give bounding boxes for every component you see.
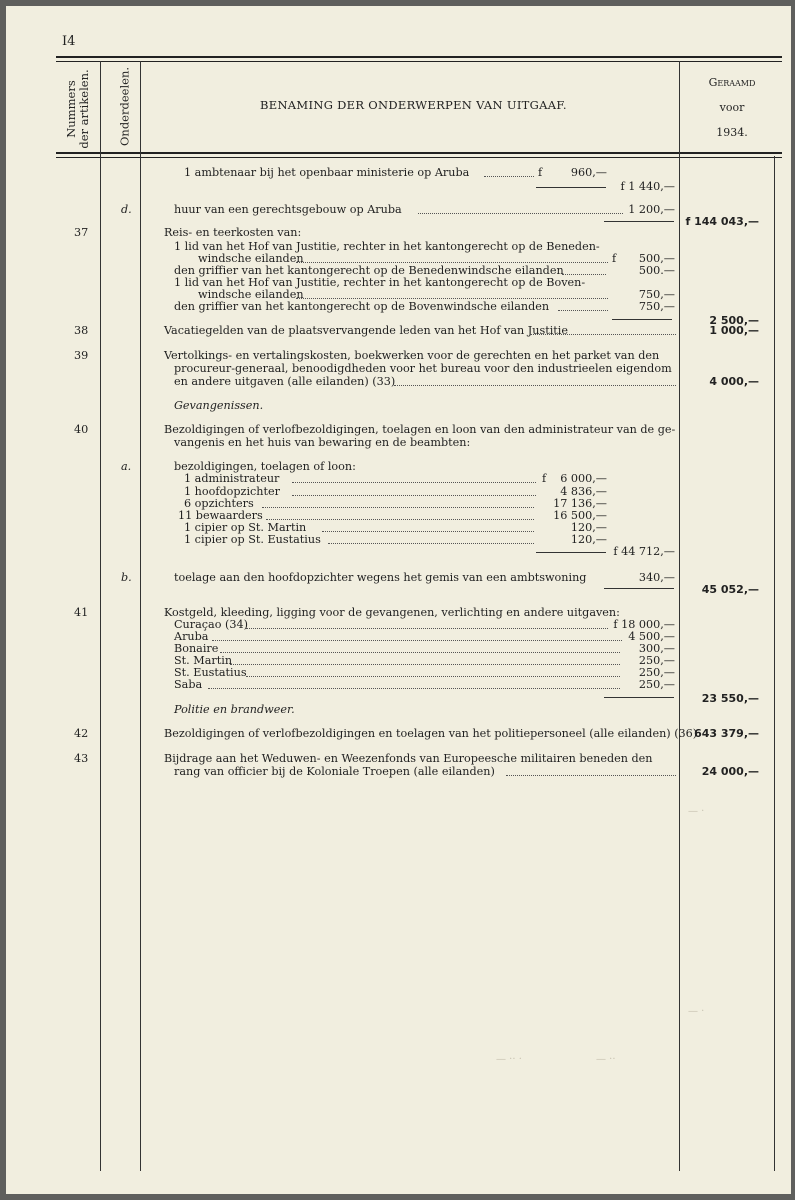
- leader-dots: [322, 531, 534, 532]
- personnel-row-5: 1 cipier op St. Martin: [184, 521, 307, 534]
- personnel-row-6-amount: 120,—: [570, 533, 607, 546]
- article-43-line2: rang van officier bij de Koloniale Troepen (alle eilanden): [174, 765, 495, 778]
- subtotal-dash: [604, 588, 674, 589]
- leader-dots: [212, 640, 622, 641]
- leader-dots: [296, 298, 608, 299]
- leader-dots: [418, 213, 623, 214]
- page-number: I4: [62, 34, 76, 49]
- personnel-row-5-amount: 120,—: [570, 521, 607, 534]
- leader-dots: [246, 676, 620, 677]
- leader-dots: [230, 664, 620, 665]
- header-year: 1934.: [716, 126, 748, 139]
- island-row-curacao: Curaçao (34): [174, 618, 248, 631]
- show-through-mark: — ··: [596, 1054, 616, 1065]
- row-ambtenaar-text: 1 ambtenaar bij het openbaar ministerie op Aruba: [184, 166, 470, 179]
- article-number-39: 39: [74, 349, 89, 362]
- article-38-text: Vacatiegelden van de plaatsvervangende leden van het Hof van Justitie: [164, 324, 568, 337]
- article-37-line5-amount: 750,—: [638, 288, 675, 301]
- total-header-group: f 144 043,—: [685, 215, 759, 228]
- subtotal-dash: [612, 319, 672, 320]
- article-37-line3: den griffier van het kantongerecht op de Benedenwindsche eilanden: [174, 264, 564, 277]
- leader-dots: [328, 543, 534, 544]
- section-politie: Politie en brandweer.: [174, 703, 295, 716]
- currency-f: f: [612, 252, 617, 265]
- currency-f: f: [542, 472, 547, 485]
- header-title: BENAMING DER ONDERWERPEN VAN UITGAAF.: [260, 98, 567, 112]
- header-geraamd: Geraamd: [708, 76, 756, 89]
- article-number-38: 38: [74, 324, 89, 337]
- article-39-line2: procureur-generaal, benoodigdheden voor het bureau voor den industrieelen eigendom: [174, 362, 672, 375]
- article-37-line4: 1 lid van het Hof van Justitie, rechter in het kantongerecht op de Boven-: [174, 276, 586, 289]
- column-divider-right: [774, 156, 775, 1171]
- leader-dots: [208, 688, 620, 689]
- island-row-bonaire: Bonaire: [174, 642, 219, 655]
- subtotal-dash: [604, 221, 674, 222]
- island-row-st-eustatius: St. Eustatius: [174, 666, 247, 679]
- personnel-row-2: 1 hoofdopzichter: [184, 485, 280, 498]
- row-ambtenaar-amount: 960,—: [570, 166, 607, 179]
- subtotal-dash: [536, 552, 606, 553]
- article-39-line1: Vertolkings- en vertalingskosten, boekwerken voor de gerechten en het parket van den: [164, 349, 660, 362]
- article-number-42: 42: [74, 727, 89, 740]
- column-divider-sub: [140, 61, 141, 1171]
- island-row-curacao-amount: f 18 000,—: [613, 618, 675, 631]
- leader-dots: [292, 482, 536, 483]
- column-divider-text: [679, 61, 680, 1171]
- article-37-total: 2 500,—: [709, 314, 759, 327]
- article-40-line2: vangenis en het huis van bewaring en de beambten:: [174, 436, 471, 449]
- island-row-st-martin: St. Martin: [174, 654, 233, 667]
- column-divider-articles: [100, 61, 101, 1171]
- leader-dots: [562, 274, 606, 275]
- header-bottom-rule: [56, 152, 782, 154]
- leader-dots: [506, 775, 676, 776]
- island-row-saba-amount: 250,—: [638, 678, 675, 691]
- row-huur-text: huur van een gerechtsgebouw op Aruba: [174, 203, 402, 216]
- header-col-sub: Onderdeelen.: [117, 66, 132, 147]
- article-number-37: 37: [74, 226, 89, 239]
- island-row-st-martin-amount: 250,—: [638, 654, 675, 667]
- article-38-total: 1 000,—: [709, 324, 759, 337]
- personnel-row-4: 11 bewaarders: [178, 509, 263, 522]
- article-41-total: 23 550,—: [701, 692, 759, 705]
- personnel-heading: bezoldigingen, toelagen of loon:: [174, 460, 356, 473]
- article-37-line2-amount: 500,—: [638, 252, 675, 265]
- header-top-rule: [56, 56, 782, 58]
- article-37-line6: den griffier van het kantongerecht op de Bovenwindsche eilanden: [174, 300, 550, 313]
- article-number-41: 41: [74, 606, 89, 619]
- personnel-row-1-amount: 6 000,—: [560, 472, 607, 485]
- article-40-total: 45 052,—: [701, 583, 759, 596]
- article-37-line2: windsche eilanden: [198, 252, 304, 265]
- show-through-mark: — ·: [688, 806, 705, 817]
- article-43-total: 24 000,—: [701, 765, 759, 778]
- article-42-total: 643 379,—: [694, 727, 759, 740]
- personnel-row-3: 6 opzichters: [184, 497, 254, 510]
- article-39-line3: en andere uitgaven (alle eilanden) (33): [174, 375, 396, 388]
- article-number-40: 40: [74, 423, 89, 436]
- header-col-articles: [65, 59, 91, 159]
- currency-f: f: [538, 166, 543, 179]
- header-articles-text: Nummers der artikelen.: [64, 69, 91, 149]
- leader-dots: [558, 310, 608, 311]
- sub-label-d: d.: [121, 203, 132, 216]
- personnel-row-2-amount: 4 836,—: [560, 485, 607, 498]
- leader-dots: [262, 507, 534, 508]
- article-37-heading: Reis- en teerkosten van:: [164, 226, 302, 239]
- subtotal-dash: [536, 187, 606, 188]
- island-row-saba: Saba: [174, 678, 203, 691]
- article-37-line3-amount: 500.—: [638, 264, 675, 277]
- sub-label-a: a.: [121, 460, 132, 473]
- island-row-aruba-amount: 4 500,—: [628, 630, 675, 643]
- leader-dots: [292, 495, 536, 496]
- leader-dots: [394, 385, 676, 386]
- personnel-row-3-amount: 17 136,—: [553, 497, 607, 510]
- show-through-mark: — ·: [688, 1006, 705, 1017]
- article-41-heading: Kostgeld, kleeding, ligging voor de gevangenen, verlichting en andere uitgaven:: [164, 606, 620, 619]
- personnel-row-1: 1 administrateur: [184, 472, 280, 485]
- row-toelage-text: toelage aan den hoofdopzichter wegens het gemis van een ambtswoning: [174, 571, 587, 584]
- header-bottom-rule-thin: [56, 157, 782, 158]
- subtotal-dash: [604, 697, 674, 698]
- row-ambtenaar-subtotal: f 1 440,—: [620, 180, 675, 193]
- section-gevangenissen: Gevangenissen.: [174, 399, 264, 412]
- article-42-text: Bezoldigingen of verlofbezoldigingen en toelagen van het politiepersoneel (alle eilanden) (36): [164, 727, 698, 740]
- island-row-st-eustatius-amount: 250,—: [638, 666, 675, 679]
- article-37-line6-amount: 750,—: [638, 300, 675, 313]
- personnel-row-4-amount: 16 500,—: [553, 509, 607, 522]
- row-toelage-amount: 340,—: [638, 571, 675, 584]
- personnel-subtotal: f 44 712,—: [613, 545, 675, 558]
- article-39-total: 4 000,—: [709, 375, 759, 388]
- article-40-line1: Bezoldigingen of verlofbezoldigingen, toelagen en loon van den administrateur van de ge-: [164, 423, 676, 436]
- leader-dots: [296, 262, 608, 263]
- row-huur-amount: 1 200,—: [628, 203, 675, 216]
- article-37-line1: 1 lid van het Hof van Justitie, rechter in het kantongerecht op de Beneden-: [174, 240, 600, 253]
- leader-dots: [220, 652, 620, 653]
- ledger-page: [6, 6, 791, 1194]
- show-through-mark: — ·· ·: [496, 1054, 522, 1065]
- sub-label-b: b.: [121, 571, 132, 584]
- personnel-row-6: 1 cipier op St. Eustatius: [184, 533, 321, 546]
- header-top-rule-thin: [56, 61, 782, 62]
- article-37-line5: windsche eilanden: [198, 288, 304, 301]
- leader-dots: [246, 628, 608, 629]
- article-number-43: 43: [74, 752, 89, 765]
- header-voor: voor: [719, 101, 745, 114]
- island-row-bonaire-amount: 300,—: [638, 642, 675, 655]
- leader-dots: [484, 176, 534, 177]
- island-row-aruba: Aruba: [174, 630, 209, 643]
- article-43-line1: Bijdrage aan het Weduwen- en Weezenfonds van Europeesche militairen beneden den: [164, 752, 653, 765]
- leader-dots: [530, 334, 676, 335]
- leader-dots: [266, 519, 534, 520]
